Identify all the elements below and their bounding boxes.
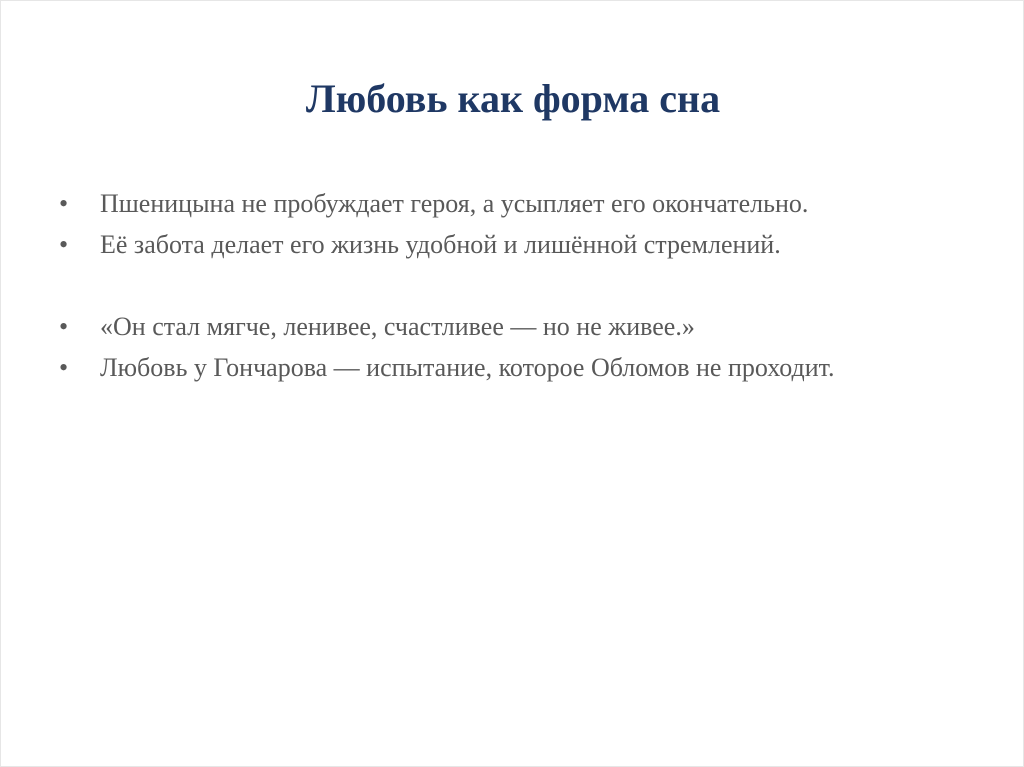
- bullet-item: [59, 347, 979, 388]
- bullet-spacer: [59, 265, 979, 306]
- bullet-text: Любовь у Гончарова — испытание, которое Обломов не проходит.: [100, 353, 835, 382]
- bullet-text: «Он стал мягче, ленивее, счастливее — но не живее.»: [100, 312, 695, 341]
- bullet-text: Пшеницына не пробуждает героя, а усыпляет его окончательно.: [100, 189, 809, 218]
- bullet-marker: •: [59, 312, 69, 341]
- bullet-item: [59, 224, 979, 265]
- bullet-marker: •: [59, 353, 69, 382]
- bullet-marker: •: [59, 230, 69, 259]
- bullet-text: Её забота делает его жизнь удобной и лишённой стремлений.: [100, 230, 781, 259]
- bullet-item: [59, 183, 979, 224]
- bullet-marker: •: [59, 189, 69, 218]
- bullet-item: [59, 306, 979, 347]
- bullet-list: [59, 183, 979, 388]
- slide-title: Любовь как форма сна: [305, 76, 721, 121]
